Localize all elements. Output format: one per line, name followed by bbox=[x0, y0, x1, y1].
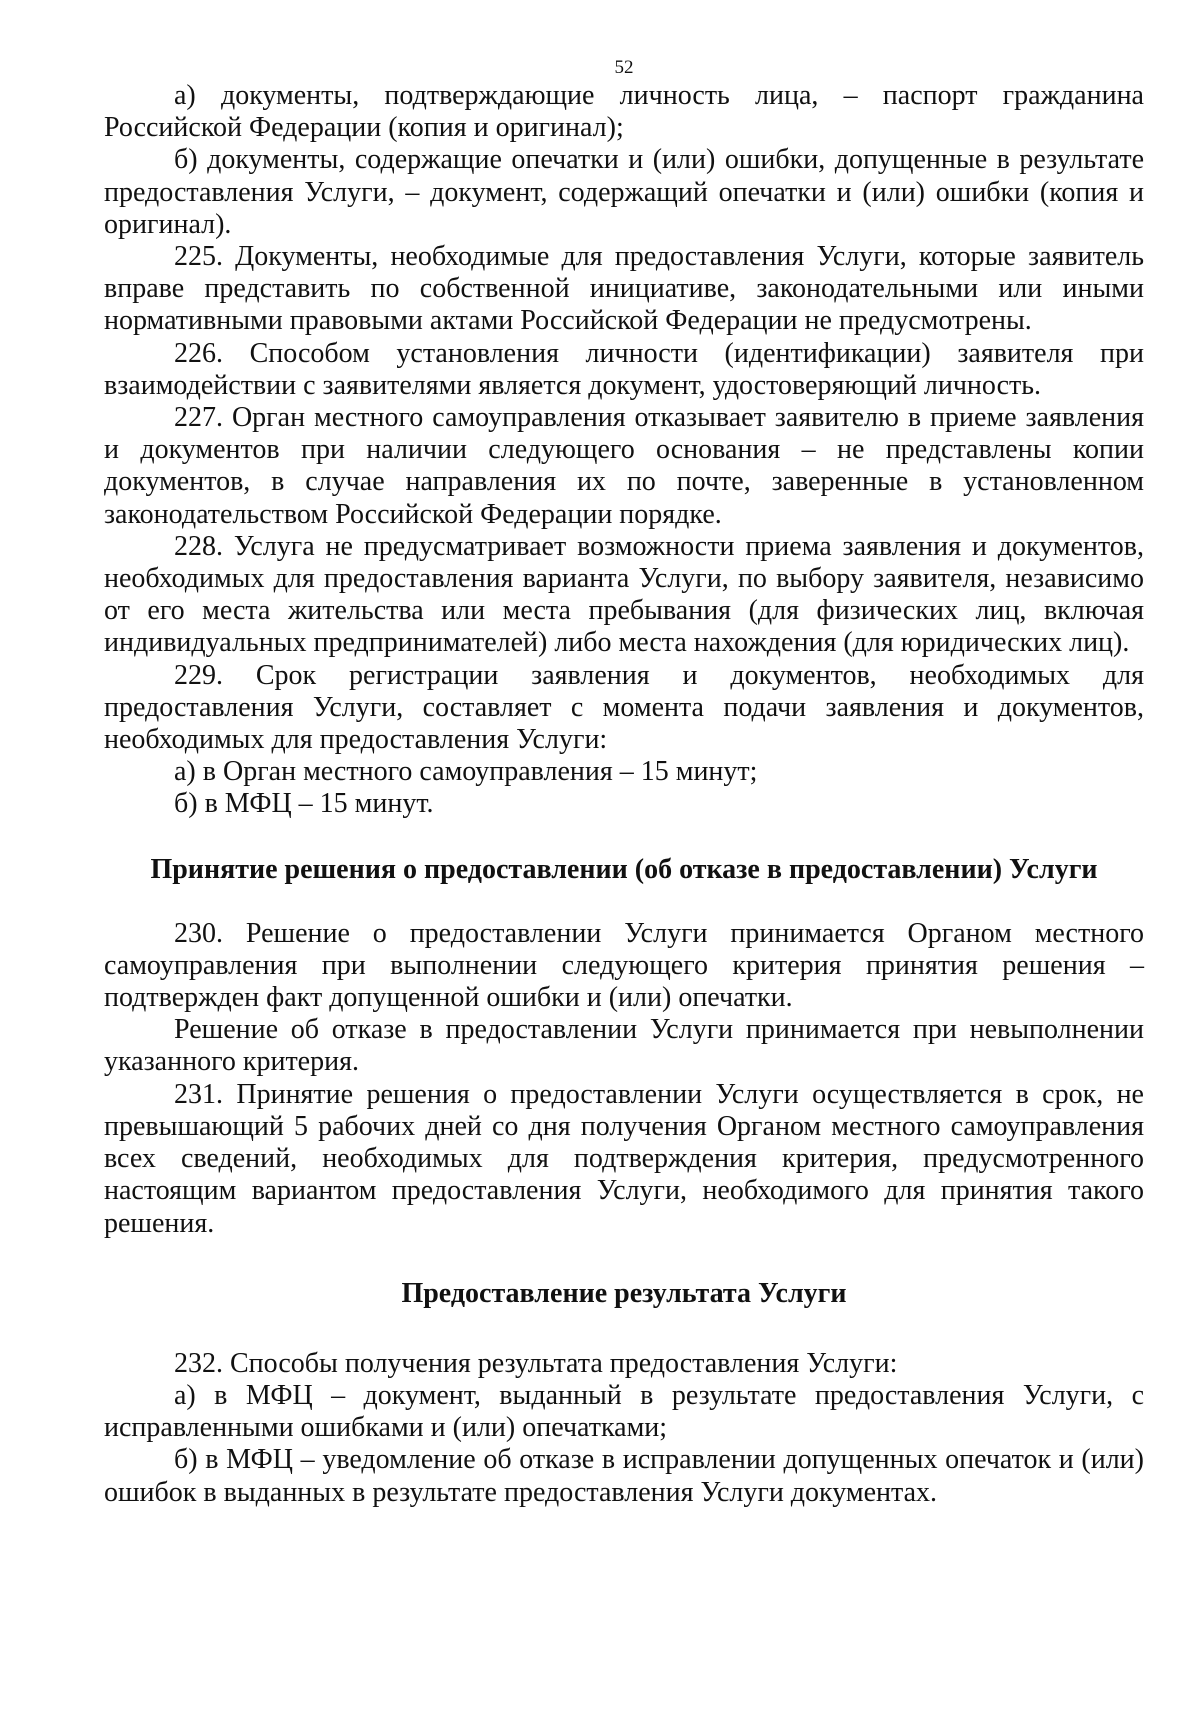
paragraph-item-b-error-docs: б) документы, содержащие опечатки и (или) ошибки, допущенные в результате предоставления Услуги, – документ, содержащий опечатки и (или) ошибки (копия и оригинал). bbox=[104, 144, 1144, 240]
page-number: 52 bbox=[614, 57, 634, 78]
paragraph-229-item-b: б) в МФЦ – 15 минут. bbox=[174, 788, 434, 820]
paragraph-229: 229. Срок регистрации заявления и документов, необходимых для предоставления Услуги, составляет с момента подачи заявления и документов, необходимых для предоставления Услуги: bbox=[104, 659, 1144, 756]
document-page bbox=[104, 56, 1144, 1509]
paragraph-232-item-a: а) в МФЦ – документ, выданный в результате предоставления Услуги, с исправленными ошибками и (или) опечатками; bbox=[104, 1379, 1144, 1444]
paragraph-230-refusal: Решение об отказе в предоставлении Услуги принимается при невыполнении указанного критерия. bbox=[104, 1014, 1144, 1078]
paragraph-232: 232. Способы получения результата предоставления Услуги: bbox=[174, 1347, 898, 1379]
section-heading-result: Предоставление результата Услуги bbox=[401, 1277, 847, 1309]
paragraph-item-a-identity-docs: а) документы, подтверждающие личность лица, – паспорт гражданина Российской Федерации (копия и оригинал); bbox=[104, 80, 1144, 144]
paragraph-226: 226. Способом установления личности (идентификации) заявителя при взаимодействии с заявителями является документ, удостоверяющий личность. bbox=[104, 337, 1144, 401]
paragraph-227: 227. Орган местного самоуправления отказывает заявителю в приеме заявления и документов при наличии следующего основания – не представлены копии документов, в случае направления их по почте, заверенные в установленном законодательством Российской Федерации порядке. bbox=[104, 402, 1144, 530]
paragraph-231: 231. Принятие решения о предоставлении Услуги осуществляется в срок, не превышающий 5 рабочих дней со дня получения Органом местного самоуправления всех сведений, необходимых для подтверждения критерия, предусмотренного настоящим вариантом предоставления Услуги, необходимого для принятия такого решения. bbox=[104, 1078, 1144, 1239]
section-heading-decision: Принятие решения о предоставлении (об отказе в предоставлении) Услуги bbox=[150, 853, 1098, 885]
paragraph-228: 228. Услуга не предусматривает возможности приема заявления и документов, необходимых для предоставления варианта Услуги, по выбору заявителя, независимо от его места жительства или места пребывания (для физических лиц, включая индивидуальных предпринимателей) либо места нахождения (для юридических лиц). bbox=[104, 530, 1144, 659]
paragraph-232-item-b: б) в МФЦ – уведомление об отказе в исправлении допущенных опечаток и (или) ошибок в выданных в результате предоставления Услуги документах. bbox=[104, 1444, 1144, 1508]
paragraph-229-item-a: а) в Орган местного самоуправления – 15 минут; bbox=[174, 756, 758, 788]
paragraph-230: 230. Решение о предоставлении Услуги принимается Органом местного самоуправления при выполнении следующего критерия принятия решения – подтвержден факт допущенной ошибки и (или) опечатки. bbox=[104, 917, 1144, 1014]
paragraph-225: 225. Документы, необходимые для предоставления Услуги, которые заявитель вправе представить по собственной инициативе, законодательными или иными нормативными правовыми актами Российской Федерации не предусмотрены. bbox=[104, 241, 1144, 337]
